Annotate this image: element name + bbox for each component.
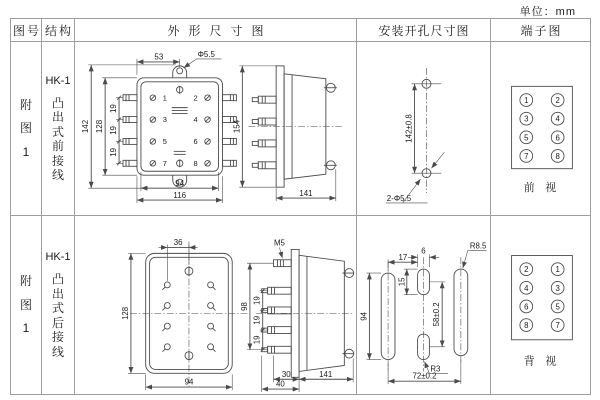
structure-char: 出 <box>51 110 64 124</box>
terminal-number: 3 <box>524 114 529 124</box>
row2-figure-no <box>11 216 42 394</box>
terminal-number: 5 <box>555 302 560 312</box>
structure-char: 前 <box>51 139 64 153</box>
dim-128: 128 <box>120 306 130 320</box>
dim-72-tol: 72±0.2 <box>412 371 437 381</box>
front-view <box>123 66 236 187</box>
row2-structure <box>42 216 75 394</box>
header-structure: 结构 <box>42 19 75 42</box>
structure-char: 接 <box>51 330 64 344</box>
header-outline: 外形尺寸图 <box>75 19 357 42</box>
terminal-number: 2 <box>524 265 529 275</box>
structure-char: 凸 <box>51 272 64 286</box>
structure-char: 后 <box>51 315 64 330</box>
terminal-number: 8 <box>555 151 560 161</box>
dim-pitch: 19 <box>252 296 262 305</box>
outline-drawing-rear-wiring <box>75 216 356 394</box>
side-view <box>232 66 341 201</box>
structure-char: 接 <box>51 153 64 168</box>
dim-pitch: 19 <box>252 335 262 345</box>
terminal-number: 6 <box>555 133 560 143</box>
radius-r3: R3 <box>430 364 441 374</box>
structure-char: 出 <box>51 286 64 301</box>
dimension-table <box>10 18 591 395</box>
view-caption: 前 视 <box>523 182 561 195</box>
dim-30: 30 <box>281 369 291 379</box>
dim-40: 40 <box>276 379 285 389</box>
dim-94: 94 <box>175 179 185 189</box>
row1-structure <box>42 42 75 216</box>
row2-outline-cell <box>75 216 357 394</box>
row1-figure-no <box>11 42 42 216</box>
terminal-number: 7 <box>524 151 529 161</box>
figure-char: 附 <box>19 274 32 289</box>
dim-hole: Φ5.5 <box>197 49 215 59</box>
terminal-number: 2 <box>555 96 560 106</box>
figure-char: 附 <box>19 97 32 112</box>
dim-pitch: 19 <box>109 104 119 114</box>
terminal-diagram-rear-view <box>491 216 590 394</box>
row2-terminal-cell <box>491 216 590 394</box>
terminal-diagram-front-view <box>491 42 590 215</box>
structure-char: 式 <box>51 124 64 139</box>
view-caption: 背 视 <box>523 355 561 368</box>
row2-mounting-cell <box>357 216 491 394</box>
dim-pitch: 19 <box>252 315 262 325</box>
dim-53: 53 <box>154 52 164 62</box>
holes-callout: 2-Φ5.5 <box>386 193 412 203</box>
terminal-number: 6 <box>524 302 529 312</box>
figure-char: 图 <box>19 121 32 136</box>
dim-142-tol: 142±0.8 <box>404 114 414 143</box>
front-view <box>121 238 248 390</box>
mounting-holes-front-wiring <box>357 42 490 215</box>
dim-94: 94 <box>359 311 369 321</box>
radius-r85: R8.5 <box>469 241 487 251</box>
terminal-number: 3 <box>162 115 167 125</box>
structure-char: 线 <box>51 168 64 182</box>
terminal-number: 8 <box>524 321 529 331</box>
header-terminal: 端子图 <box>491 19 590 42</box>
structure-char: 式 <box>51 301 64 315</box>
terminal-number: 4 <box>524 283 529 293</box>
dim-pitch: 19 <box>109 126 119 135</box>
structure-char: 凸 <box>51 95 64 110</box>
dim-15: 15 <box>397 277 407 287</box>
terminal-number: 4 <box>555 114 560 124</box>
front-view-dimensions <box>81 50 222 203</box>
row1-terminal-cell <box>491 42 590 216</box>
dim-6: 6 <box>421 246 426 256</box>
structure-char: 线 <box>51 344 64 359</box>
dim-94: 94 <box>184 377 194 387</box>
header-figure-no: 图号 <box>11 19 42 42</box>
row1-outline-cell <box>75 42 357 216</box>
terminal-number: 7 <box>555 321 560 331</box>
dim-pitch: 19 <box>109 147 119 157</box>
dim-141: 141 <box>299 189 313 199</box>
dim-98: 98 <box>239 302 249 311</box>
header-mounting: 安装开孔尺寸图 <box>357 19 491 42</box>
dim-thread-m5: M5 <box>273 238 285 248</box>
mounting-holes-rear-wiring <box>357 216 490 394</box>
dim-58-tol: 58±0.2 <box>432 302 442 327</box>
outline-drawing-front-wiring <box>75 42 356 215</box>
terminal-number: 1 <box>162 93 167 103</box>
figure-char: 图 <box>19 297 32 312</box>
terminal-number: 6 <box>193 137 198 147</box>
side-view <box>240 239 354 393</box>
terminal-number: 8 <box>193 158 198 168</box>
terminal-number: 3 <box>555 283 560 293</box>
terminal-number: 5 <box>524 133 529 143</box>
dim-142: 142 <box>81 119 91 134</box>
figure-char: 1 <box>22 321 30 336</box>
dim-141: 141 <box>319 369 333 379</box>
terminal-number: 2 <box>193 93 198 103</box>
figure-char: 1 <box>22 144 30 159</box>
model-label: HK-1 <box>45 251 71 263</box>
terminal-number: 4 <box>193 115 198 125</box>
dim-154: 154 <box>232 119 242 134</box>
unit-label: 单位：mm <box>519 6 576 18</box>
terminal-number: 1 <box>555 265 560 275</box>
dim-36: 36 <box>173 238 183 248</box>
dim-116: 116 <box>173 191 187 201</box>
model-label: HK-1 <box>45 74 71 87</box>
terminal-number: 1 <box>524 96 529 106</box>
dim-128: 128 <box>95 119 105 134</box>
terminal-number: 7 <box>162 158 167 168</box>
dim-17: 17 <box>398 252 408 262</box>
terminal-number: 5 <box>162 137 167 147</box>
row1-mounting-cell <box>357 42 491 216</box>
